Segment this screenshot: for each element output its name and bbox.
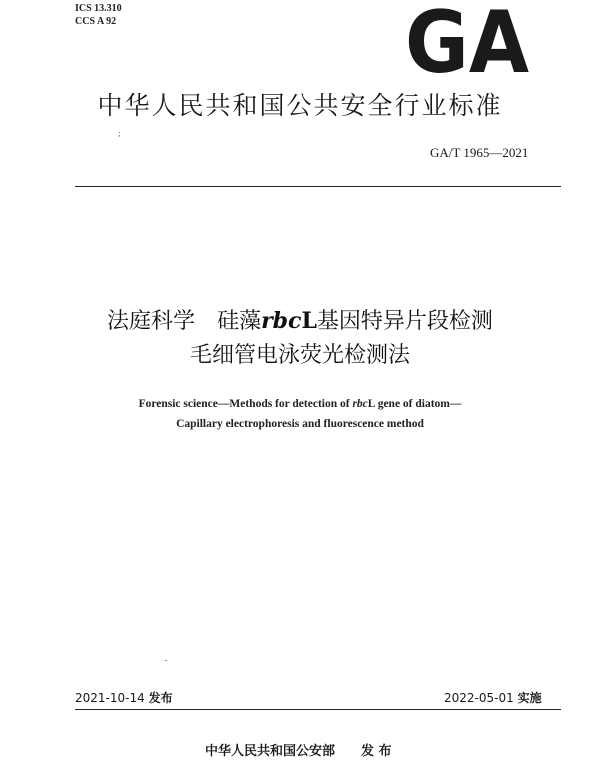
issue-date [75, 689, 173, 706]
header-divider [75, 186, 561, 187]
title-zh-gene-bold: L [301, 308, 317, 334]
title-zh-line1 [0, 304, 600, 335]
ccs-code: CCS A 92 [75, 16, 117, 27]
standard-number: GA/T 1965—2021 [430, 145, 529, 160]
title-zh-part1: 法庭科学 [107, 309, 196, 334]
title-zh-line2: 毛细管电泳荧光检测法 [189, 343, 410, 368]
title-en-line2: Capillary electrophoresis and fluorescence method [176, 418, 424, 430]
implement-date [444, 689, 542, 706]
classification-codes [75, 2, 122, 28]
title-zh-gene-italic: rbc [261, 308, 302, 334]
title-en [0, 394, 600, 434]
title-en-line1 [0, 394, 600, 414]
standard-category-heading: 中华人民共和国公共安全行业标准 [97, 91, 503, 120]
implement-date-label: 实施 [517, 691, 542, 705]
publisher [205, 740, 392, 759]
stray-dot [165, 660, 167, 661]
ga-logo-text: GA [405, 8, 530, 76]
issue-date-value: 2021-10-14 [75, 691, 145, 705]
ga-logo [403, 8, 531, 76]
ics-code: ICS 13.310 [75, 3, 122, 14]
issue-date-label: 发布 [148, 691, 173, 705]
publisher-name: 中华人民共和国公安部 [205, 744, 336, 759]
title-en-pre: Forensic science—Methods for detection of [138, 398, 353, 410]
publisher-action: 发 布 [361, 744, 392, 759]
small-mark: ; [118, 129, 121, 138]
title-en-post: L gene of diatom— [367, 398, 462, 410]
implement-date-value: 2022-05-01 [444, 691, 514, 705]
title-zh-part3: 基因特异片段检测 [316, 309, 493, 334]
title-zh-part2: 硅藻 [217, 309, 262, 334]
footer-divider [75, 709, 561, 710]
title-en-gene-italic: rbc [352, 398, 368, 410]
